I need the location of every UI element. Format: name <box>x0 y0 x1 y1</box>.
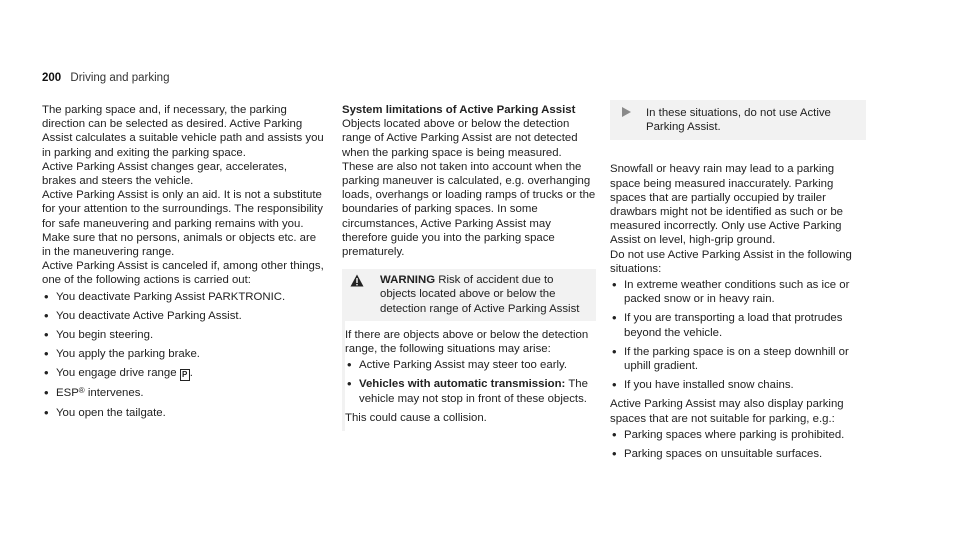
arrow-right-icon <box>622 106 646 134</box>
paragraph: Active Parking Assist is canceled if, among other things, one of the following actions is carried out: <box>42 260 324 287</box>
paragraph: Active Parking Assist is only an aid. It is not a substitute for your attention to the surroundings. The responsibility for safe maneuvering and parking remains with you. Make sure that no persons, animals or objects etc. are in the maneuvering range. <box>42 189 323 259</box>
section-title: Driving and parking <box>70 72 170 84</box>
list-item <box>345 377 596 405</box>
paragraph: Snowfall or heavy rain may lead to a parking space being measured inaccurately. Parking spaces that are partially occupied by trailer drawbars might not be identified as such or be measured incorrectly. Only use Active Parking Assist on level, high-grip ground. <box>610 163 844 247</box>
list-item: • If you are transporting a load that protrudes beyond the vehicle. <box>610 311 866 339</box>
warning-header <box>342 269 596 321</box>
unsuitable-spaces-list <box>610 428 866 461</box>
paragraph: Active Parking Assist changes gear, accelerates, brakes and steers the vehicle. <box>42 160 288 188</box>
warning-text: This could cause a collision. <box>345 411 487 424</box>
page-number: 200 <box>42 72 62 84</box>
warning-heading <box>380 273 588 316</box>
note-box <box>610 100 866 140</box>
warning-list <box>345 358 596 406</box>
list-item: • Parking spaces on unsuitable surfaces. <box>610 447 866 461</box>
list-item: • In extreme weather conditions such as ice or packed snow or in heavy rain. <box>610 278 866 306</box>
column-left <box>42 103 324 425</box>
list-item-text: The vehicle may not stop in front of these objects. <box>359 378 588 405</box>
paragraph: Objects located above or below the detection range of Active Parking Assist are not detected when the parking space is being measured. These are also not taken into account when the parking maneuver is calculated, e.g. overhanging loads, overhangs or loading ramps of trucks or the boundaries of parking spaces. In some circumstances, Active Parking Assist may therefore guide you into the parking space prematurely. <box>342 118 596 259</box>
list-item-text: ESP <box>56 387 79 400</box>
list-item: • You apply the parking brake. <box>42 347 324 361</box>
column-middle <box>342 103 596 431</box>
column-right <box>610 103 866 466</box>
list-item: • You deactivate Active Parking Assist. <box>42 309 324 323</box>
warning-triangle-icon <box>350 273 380 316</box>
list-item: • If you have installed snow chains. <box>610 378 866 392</box>
paragraph: The parking space and, if necessary, the parking direction can be selected as desired. Active Parking Assist calculates a suitable vehicle path and assists you in parking and exiting the parking space. <box>42 104 324 159</box>
warning-text: If there are objects above or below the detection range, the following situations may arise: <box>345 328 589 356</box>
situations-list <box>610 278 866 392</box>
warning-box <box>342 269 596 431</box>
warning-title: Risk of accident due to objects located above or below the detection range of Active Parking Assist <box>380 274 580 315</box>
list-item-text: intervenes. <box>84 387 144 400</box>
page-header <box>42 71 169 85</box>
paragraph: Active Parking Assist may also display parking spaces that are not suitable for parking, e.g.: <box>610 398 844 425</box>
warning-label: WARNING <box>380 274 436 287</box>
cancel-conditions-list <box>42 290 324 420</box>
list-item: • If the parking space is on a steep downhill or uphill gradient. <box>610 345 866 373</box>
registered-mark: ® <box>78 386 85 396</box>
list-item: • Active Parking Assist may steer too early. <box>345 358 596 372</box>
list-item-emphasis: Vehicles with automatic transmission: <box>359 378 566 391</box>
note-text: In these situations, do not use Active Parking Assist. <box>646 107 831 134</box>
list-item: • Parking spaces where parking is prohibited. <box>610 428 866 442</box>
section-heading: System limitations of Active Parking Assist <box>342 104 576 116</box>
warning-body <box>342 321 596 431</box>
paragraph: Do not use Active Parking Assist in the following situations: <box>610 248 852 275</box>
list-item-text: You engage drive range <box>56 367 177 380</box>
list-item: • You engage drive range P . <box>42 366 324 381</box>
park-gear-icon: P <box>180 369 190 381</box>
list-item: • You begin steering. <box>42 328 324 342</box>
list-item: • You open the tailgate. <box>42 406 324 420</box>
list-item <box>42 386 324 400</box>
list-item: • You deactivate Parking Assist PARKTRONIC. <box>42 290 324 304</box>
